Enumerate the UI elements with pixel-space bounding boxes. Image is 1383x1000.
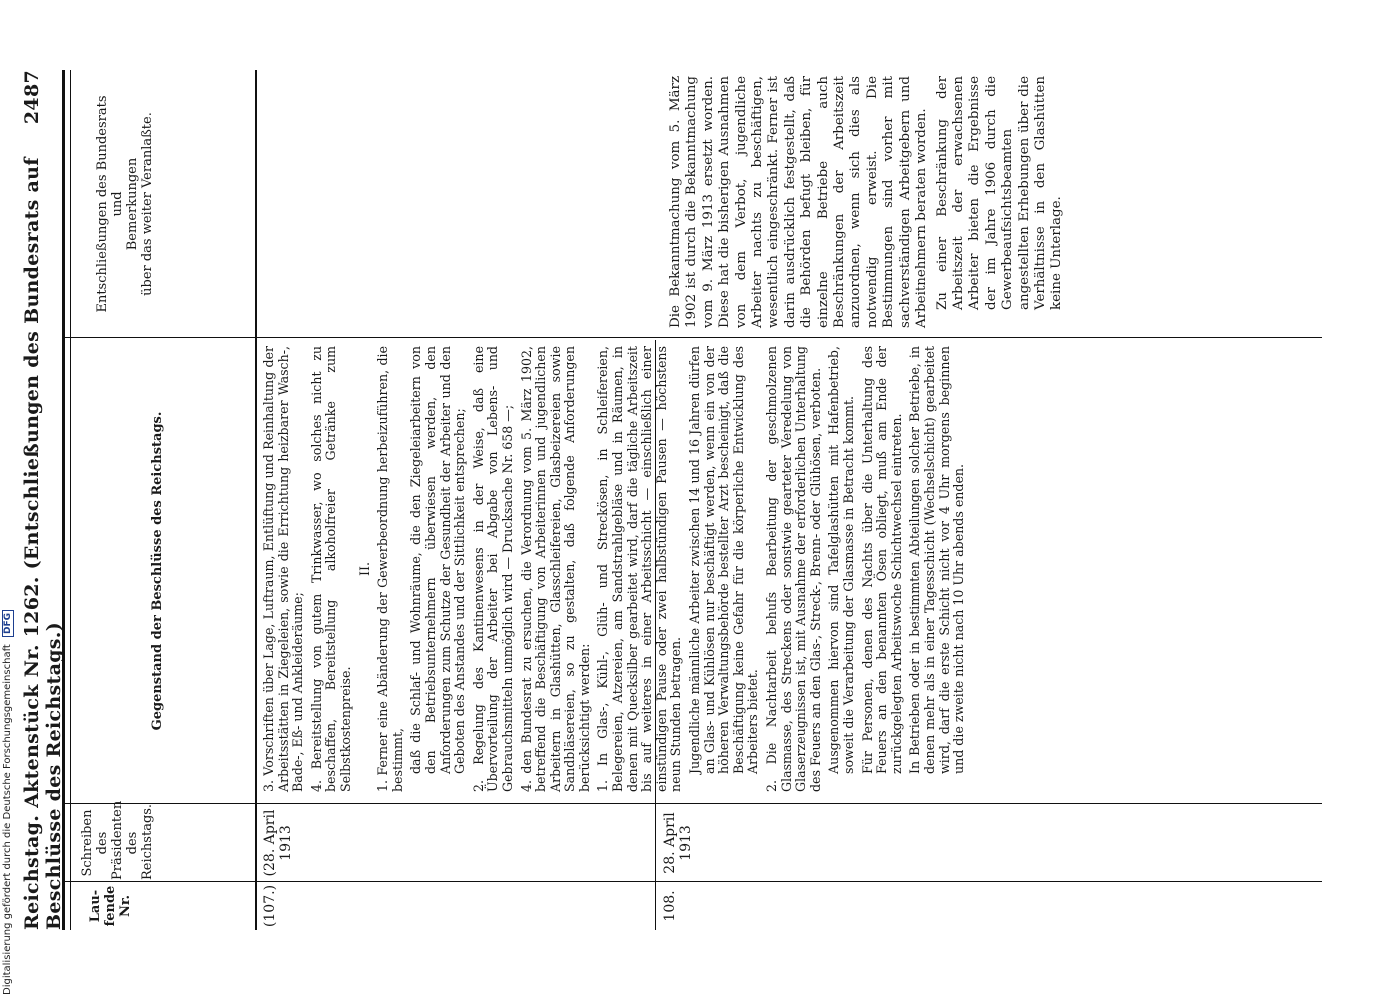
subject-108-1b: Jugendliche männliche Arbeiter zwischen 14 und 16 Jahren dürfen an Glas- und Kühlösen nur beschäftigt werden, wenn ein von der höheren Verwaltungsbehörde bestellter Arzt bescheinigt, daß die Beschäftigung keine Gefahr für die körperliche Entwicklung des Arbeiters bietet.: [687, 346, 761, 774]
header-rule: [255, 70, 257, 930]
decision-paragraph-2: Zu einer Beschränkung der Arbeitszeit der erwachsenen Arbeiter bieten die Ergebnisse der im Jahre 1906 durch die Gewerbeaufsichtsbeamten angestellten Erhebungen über die Verhältnisse in den Glashütten keine Unterlage.: [934, 76, 1065, 310]
row-number-108: 108.: [662, 890, 678, 922]
subject-item-4: 4. Bereitstellung von gutem Trinkwasser, wo solches nicht zu beschaffen, Bereitstellung alkoholfreier Getränke zum Selbstkostenpreise.: [308, 346, 353, 792]
col-heading-number: Lau- fende Nr.: [88, 885, 133, 927]
subject-108-1: 1. In Glas-, Kühl-, Glüh- und Streckösen, in Schleifereien, Belegereien, Atzereien, am Sandstrahlgebläse und in Räumen, in denen mit Quecksilber gearbeitet wird, darf die tägliche Arbeitszeit bis auf weiteres in einer Arbeitsschicht — einschließlich einer einstündigen Pause oder zwei halbstündigen Pausen — höchstens neun Stunden betragen.: [595, 346, 684, 792]
credit-text: Digitalisierung gefördert durch die Deutsche Forschungsgemeinschaft: [2, 644, 13, 995]
top-rule-thin: [70, 70, 71, 930]
page-number: 2487: [21, 70, 43, 125]
section-numeral: II.: [356, 562, 372, 576]
subject-108-2: 2. Die Nachtarbeit behufs Bearbeitung der geschmolzenen Glasmasse, des Streckens oder sonstwie gearteter Veredelung von Glaserzeugnissen ist, mit Ausnahme der erforderlichen Unterhaltung des Feuers an den Glas-, Streck-, Brenn- oder Glühösen, verboten.: [764, 346, 823, 792]
col-heading-letter: Schreiben des Präsidenten des Reichstags.: [80, 800, 155, 880]
decision-column: [668, 76, 1070, 328]
subject-108-2b: Ausgenommen hiervon sind Tafelglashütten mit Hafenbetrieb, soweit die Verarbeitung der Glasmasse in Betracht kommt.: [826, 346, 856, 774]
col-heading-subject: Gegenstand der Beschlüsse des Reichstags.: [150, 411, 165, 731]
subject-108-2d: In Betrieben oder in bestimmten Abteilungen solcher Betriebe, in denen mehr als in einer Tagesschicht (Wechselschicht) gearbeitet wird, darf die erste Schicht nicht vor 4 Uhr morgens beginnen und die zweite nicht nach 10 Uhr abends enden.: [907, 346, 967, 774]
subject-ii-1-detail: daß die Schlaf- und Wohnräume, die den Ziegeleiarbeitern von den Betriebsunternehmern überwiesen werden, den Anforderungen zum Schutze der Gesundheit der Arbeiter und den Geboten des Anstandes und der Sittlichkeit entsprechen;: [408, 346, 468, 774]
dfg-logo: DFG: [2, 610, 14, 637]
header-title: Reichstag. Aktenstück Nr. 1262. (Entschließungen des Bundesrats auf Beschlüsse des Reichstags.): [21, 157, 65, 930]
subject-item-3: 3. Vorschriften über Lage, Luftraum, Entlüftung und Reinhaltung der Arbeitsstätten in Ziegeleien, sowie die Errichtung heizbarer Wasch-, Bade-, Eß- und Ankleideräume;: [261, 346, 306, 792]
column-rule-1: [62, 881, 1322, 882]
column-rule-2: [62, 803, 1322, 804]
col-heading-decision: Entschließungen des Bundesrats und Bemerkungen über das weiter Veranlaßte.: [95, 95, 155, 313]
decision-paragraph-1: Die Bekanntmachung vom 5. März 1902 ist durch die Bekanntmachung vom 9. März 1913 ersetzt worden. Diese hat die bisherigen Ausnahmen von dem Verbot, jugendliche Arbeiter nachts zu beschäftigen, wesentlich eingeschränkt. Ferner ist darin ausdrücklich festgestellt, daß die Behörden befugt bleiben, für einzelne Betriebe auch Beschränkungen der Arbeitszeit anzuordnen, wenn sich dies als notwendig erweist. Die Bestimmungen sind vorher mit sachverständigen Arbeitgebern und Arbeitnehmern beraten worden.: [668, 76, 930, 328]
subject-ii-1: 1. Ferner eine Abänderung der Gewerbeordnung herbeizuführen, die bestimmt,: [375, 346, 405, 792]
subject-108-intro: 4. den Bundesrat zu ersuchen, die Verordnung vom 5. März 1902, betreffend die Beschäftigung von Arbeiterinnen und jugendlichen Arbeitern in Glashütten, Glasschleifereien, Glasbeizereien sowie Sandbläsereien, so zu gestalten, daß folgende Anforderungen berücksichtigt werden:: [518, 346, 592, 792]
subject-108-2c: Für Personen, denen des Nachts über die Unterhaltung des Feuers an den benannten Ösen obliegt, muß am Ende der zurückgelegten Arbeitswoche Schichtwechsel eintreten.: [859, 346, 904, 774]
digitization-credit: [0, 610, 40, 1000]
top-rule: [62, 70, 65, 930]
row-date-108: 28. April 1913: [662, 812, 694, 874]
row-number-107: (107.): [262, 884, 278, 928]
subject-column: [262, 346, 971, 792]
column-rule-3: [62, 337, 1322, 338]
row-date-107: (28. April 1913: [262, 809, 294, 877]
subject-ii-2: 2. Regelung des Kantinenwesens in der Weise, daß eine Übervorteilung der Arbeiter bei Abgabe von Lebens- und Gebrauchsmitteln unmöglich wird — Drucksache Nr. 658 —;: [470, 346, 515, 792]
